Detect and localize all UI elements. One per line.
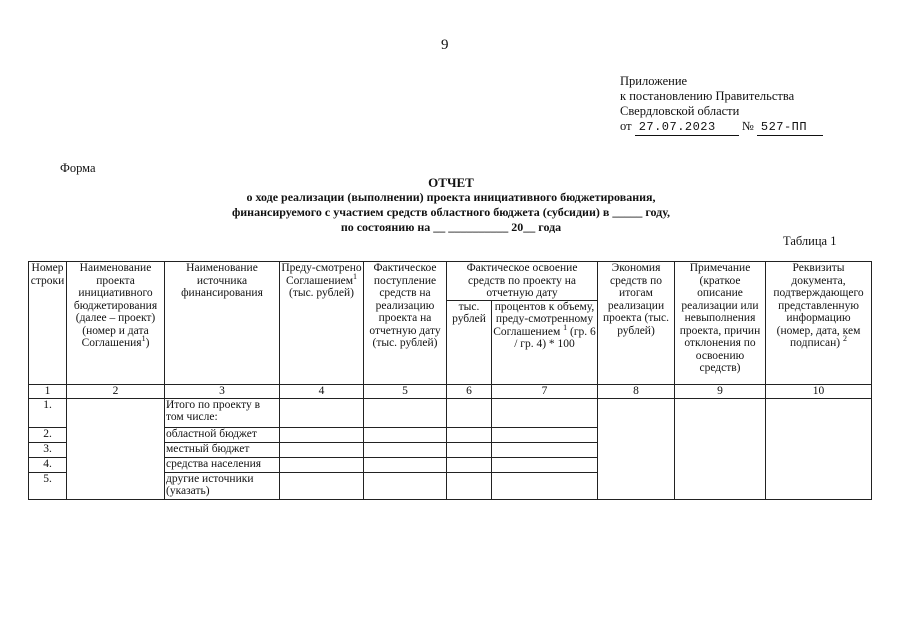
percent-cell [492, 457, 598, 472]
header-document-details: Реквизиты документа, подтверждающего представленную информацию (номер, дата, кем подписан) $^2$ [766, 262, 872, 385]
receipt-cell [364, 427, 447, 442]
table-label: Таблица 1 [783, 234, 837, 248]
subtitle-line-3: по состоянию на __ __________ 20__ года [340, 220, 562, 234]
column-number: 5 [364, 384, 447, 398]
subtitle-line-2: финансируемого с участием средств областного бюджета (субсидии) в _____ году, [231, 205, 671, 219]
receipt-cell [364, 457, 447, 472]
project-name-cell [67, 398, 165, 499]
report-table [28, 261, 872, 500]
funding-source: другие источники (указать) [165, 472, 280, 499]
percent-cell [492, 472, 598, 499]
funding-source: Итого по проекту в том числе: [165, 398, 280, 427]
date-value: 27.07.2023 [635, 120, 739, 136]
receipt-cell [364, 398, 447, 427]
percent-cell [492, 442, 598, 457]
column-number: 1 [29, 384, 67, 398]
number-prefix: № [741, 119, 754, 133]
column-number: 3 [165, 384, 280, 398]
note-cell [675, 398, 766, 499]
report-title: ОТЧЕТ [428, 175, 474, 190]
header-funding-source: Наименование источника финансирования [165, 262, 280, 385]
funding-source: областной бюджет [165, 427, 280, 442]
row-number: 3. [29, 442, 67, 457]
spent-cell [447, 457, 492, 472]
appendix-line-1: Приложение [620, 74, 688, 88]
header-row-number: Номер строки [29, 262, 67, 385]
row-number: 5. [29, 472, 67, 499]
document-cell [766, 398, 872, 499]
column-number: 8 [598, 384, 675, 398]
spent-cell [447, 442, 492, 457]
header-project-name: Наименование проекта инициативного бюджетирования (далее – проект) (номер и дата Соглашения$^1$) [67, 262, 165, 385]
percent-cell [492, 398, 598, 427]
appendix-date-line [620, 119, 823, 136]
column-number: 4 [280, 384, 364, 398]
header-row-1 [29, 262, 872, 301]
subtitle-line-1: о ходе реализации (выполнении) проекта инициативного бюджетирования, [246, 190, 656, 204]
row-number: 4. [29, 457, 67, 472]
row-number: 2. [29, 427, 67, 442]
table-row [29, 398, 872, 427]
header-actual-spent: Фактическое освоение средств по проекту на отчетную дату [447, 262, 598, 301]
percent-cell [492, 427, 598, 442]
funding-source: средства населения [165, 457, 280, 472]
planned-cell [280, 398, 364, 427]
spent-cell [447, 472, 492, 499]
header-note: Примечание (краткое описание реализации или невыполнения проекта, причин отклонения по освоению средств) [675, 262, 766, 385]
column-number-row [29, 384, 872, 398]
planned-cell [280, 457, 364, 472]
appendix-line-2: к постановлению Правительства [620, 89, 795, 103]
page-number: 9 [441, 37, 449, 53]
receipt-cell [364, 472, 447, 499]
header-thousand-rubles: тыс. рублей [447, 300, 492, 384]
planned-cell [280, 427, 364, 442]
date-prefix: от [620, 119, 632, 133]
savings-cell [598, 398, 675, 499]
spent-cell [447, 427, 492, 442]
column-number: 9 [675, 384, 766, 398]
planned-cell [280, 472, 364, 499]
header-percent: процентов к объему, преду-смотренному Соглашением $^1$ (гр. 6 / гр. 4) * 100 [492, 300, 598, 384]
funding-source: местный бюджет [165, 442, 280, 457]
planned-cell [280, 442, 364, 457]
column-number: 10 [766, 384, 872, 398]
appendix-block [620, 74, 823, 136]
header-planned: Преду-смотрено Соглашением$^1$ (тыс. рублей) [280, 262, 364, 385]
report-subtitle [0, 190, 902, 235]
number-value: 527-ПП [757, 120, 823, 136]
appendix-line-3: Свердловской области [620, 104, 740, 118]
form-label: Форма [60, 161, 96, 175]
column-number: 2 [67, 384, 165, 398]
header-actual-receipt: Фактическое поступление средств на реализацию проекта на отчетную дату (тыс. рублей) [364, 262, 447, 385]
spent-cell [447, 398, 492, 427]
row-number: 1. [29, 398, 67, 427]
header-savings: Экономия средств по итогам реализации проекта (тыс. рублей) [598, 262, 675, 385]
column-number: 7 [492, 384, 598, 398]
column-number: 6 [447, 384, 492, 398]
receipt-cell [364, 442, 447, 457]
